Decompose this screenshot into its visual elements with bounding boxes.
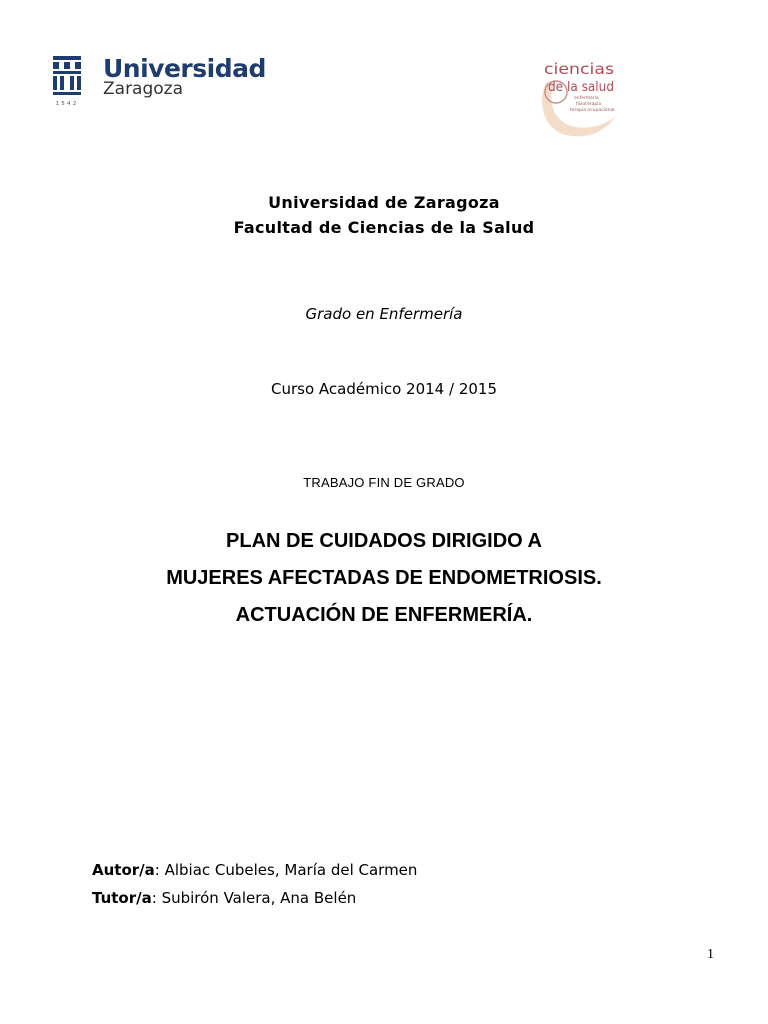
tutor-name: : Subirón Valera, Ana Belén — [151, 889, 357, 907]
faculty-logo-sub-3: terapia ocupacional — [570, 108, 615, 113]
title-line-2: MUJERES AFECTADAS DE ENDOMETRIOSIS. — [166, 567, 602, 589]
author-line — [92, 860, 417, 880]
faculty-logo — [536, 52, 620, 140]
seal-year: 1542 — [55, 101, 79, 107]
tutor-label: Tutor/a — [92, 889, 152, 907]
title-line-1: PLAN DE CUIDADOS DIRIGIDO A — [226, 530, 542, 552]
faculty-logo-sub-2: fisioterapia — [576, 102, 602, 107]
author-name: : Albiac Cubeles, María del Carmen — [154, 861, 418, 879]
university-logo — [50, 54, 266, 110]
faculty-logo-sub-1: enfermería — [574, 96, 599, 101]
tutor-line — [92, 888, 356, 908]
title-line-3: ACTUACIÓN DE ENFERMERÍA. — [235, 604, 533, 626]
faculty-logo-word-2: de la salud — [548, 80, 614, 95]
author-label: Autor/a — [92, 861, 155, 879]
faculty-name: Facultad de Ciencias de la Salud — [233, 218, 535, 237]
logo-university-word: Universidad — [103, 54, 266, 83]
degree-name: Grado en Enfermería — [305, 305, 463, 323]
university-name: Universidad de Zaragoza — [268, 193, 500, 212]
page-number: 1 — [707, 947, 714, 962]
academic-course: Curso Académico 2014 / 2015 — [270, 380, 497, 398]
faculty-logo-word-1: ciencias — [544, 60, 615, 78]
document-type: TRABAJO FIN DE GRADO — [303, 475, 465, 490]
logo-city-word: Zaragoza — [103, 79, 184, 99]
university-seal-icon — [50, 54, 84, 108]
